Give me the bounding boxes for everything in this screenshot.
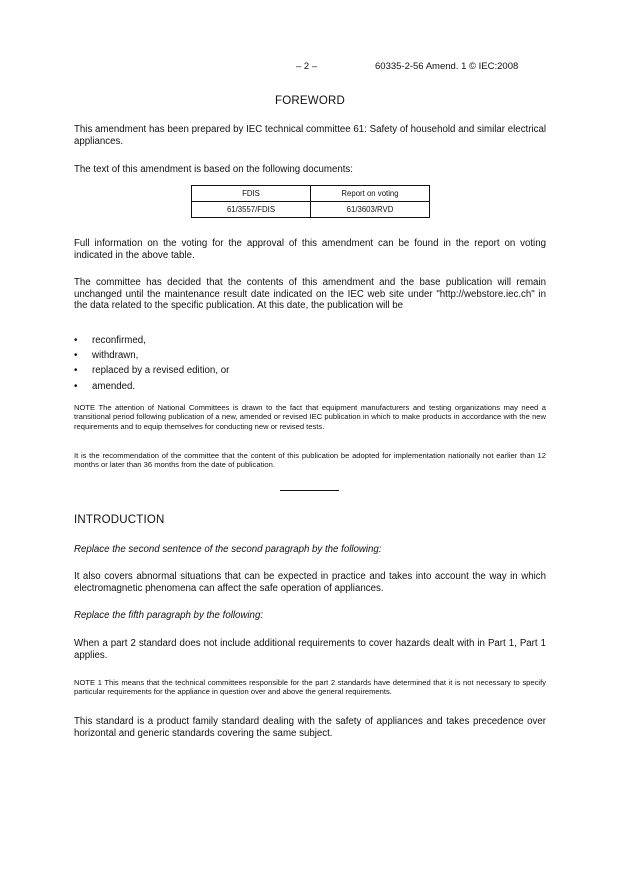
list-item-text: replaced by a revised edition, or — [92, 365, 230, 377]
foreword-paragraph-3: Full information on the voting for the approval of this amendment can be found in the report on voting indicated in the above table. — [74, 238, 546, 261]
table-row — [192, 202, 430, 218]
list-item-text: reconfirmed, — [92, 335, 146, 346]
section-divider — [280, 490, 339, 491]
table-header-row — [192, 186, 430, 202]
documents-table — [191, 185, 430, 218]
recommendation-text: It is the recommendation of the committee that the content of this publication be adopted for implementation nationally not earlier than 12 months or later than 36 months from the date of publication. — [74, 451, 546, 470]
table-header-cell: Report on voting — [311, 186, 430, 202]
instruction-2: Replace the fifth paragraph by the following: — [74, 610, 264, 621]
list-item-text: amended. — [92, 380, 136, 392]
standard-reference: 60335-2-56 Amend. 1 © IEC:2008 — [375, 61, 519, 72]
table-cell: 61/3603/RVD — [311, 202, 430, 218]
list-item: • reconfirmed, — [74, 335, 146, 346]
introduction-paragraph-3: This standard is a product family standard dealing with the safety of appliances and takes precedence over horizontal and generic standards covering the same subject. — [74, 716, 546, 739]
table-cell: 61/3557/FDIS — [192, 202, 311, 218]
foreword-heading: FOREWORD — [275, 95, 345, 107]
instruction-1: Replace the second sentence of the second paragraph by the following: — [74, 544, 382, 555]
list-item-text: withdrawn, — [92, 350, 139, 362]
introduction-note-1: NOTE 1 This means that the technical committees responsible for the part 2 standards have determined that it is not necessary to specify particular requirements for the appliance in question over and above the general requirements. — [74, 678, 546, 697]
page-number: – 2 – — [296, 61, 318, 72]
foreword-paragraph-4: The committee has decided that the contents of this amendment and the base publication will remain unchanged until the maintenance result date indicated on the IEC web site under "http://webstore.iec.ch" in the data related to the specific publication. At this date, the publication will be — [74, 277, 546, 312]
introduction-heading: INTRODUCTION — [74, 514, 165, 526]
table-header-cell: FDIS — [192, 186, 311, 202]
publication-options-list — [74, 335, 229, 396]
introduction-paragraph-1: It also covers abnormal situations that can be expected in practice and takes into account the way in which electromagnetic phenomena can affect the safe operation of appliances. — [74, 571, 546, 594]
foreword-paragraph-1: This amendment has been prepared by IEC technical committee 61: Safety of household and similar electrical appliances. — [74, 124, 546, 147]
foreword-note: NOTE The attention of National Committees is drawn to the fact that equipment manufacturers and testing organizations may need a transitional period following publication of a new, amended or revised IEC publication in which to make products in accordance with the new requirements and to equip themselves for conducting new or revised tests. — [74, 403, 546, 431]
list-item: • withdrawn, — [74, 350, 139, 362]
introduction-paragraph-2: When a part 2 standard does not include additional requirements to cover hazards dealt with in Part 1, Part 1 applies. — [74, 638, 546, 661]
list-item: • replaced by a revised edition, or — [74, 365, 230, 377]
foreword-paragraph-2: The text of this amendment is based on the following documents: — [74, 164, 353, 175]
list-item: • amended. — [74, 380, 136, 392]
